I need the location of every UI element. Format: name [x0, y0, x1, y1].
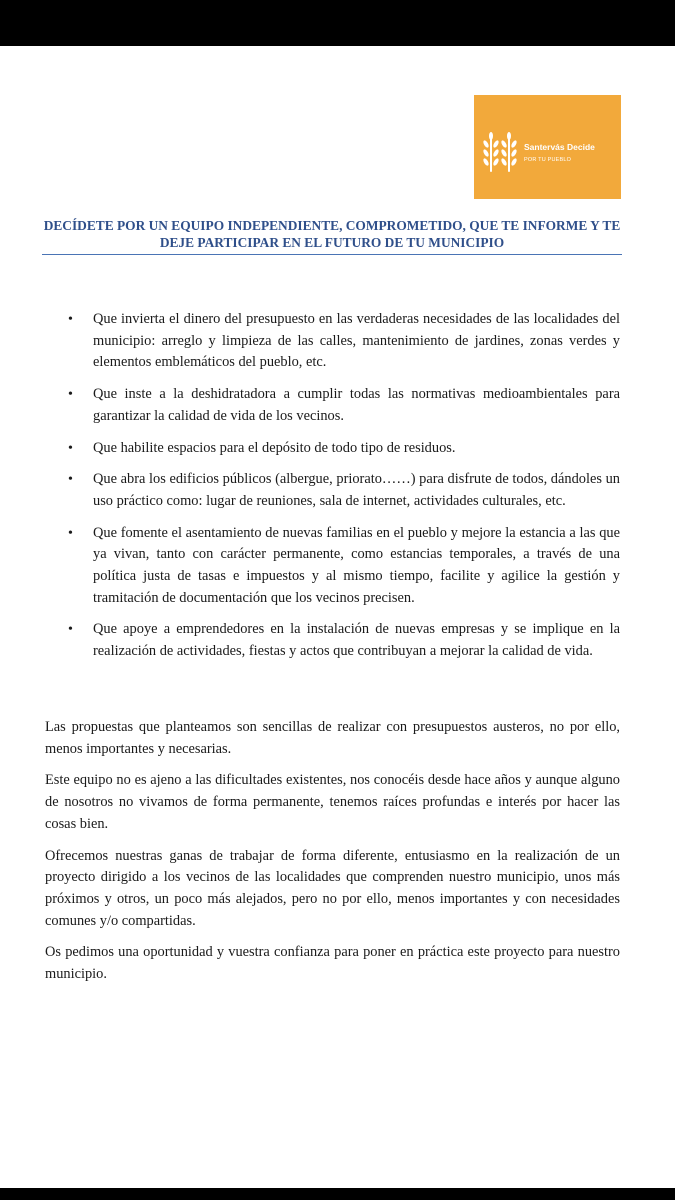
paragraph: Las propuestas que planteamos son sencillas de realizar con presupuestos austeros, no por ello, menos importantes y necesarias. — [45, 719, 620, 757]
proposal-item: • Que apoye a emprendedores en la instalación de nuevas empresas y se implique en la realización de actividades, fiestas y actos que contribuyan a mejorar la calidad de vida. — [93, 619, 620, 662]
santervas-decide-logo — [474, 95, 621, 199]
proposal-item: • Que fomente el asentamiento de nuevas familias en el pueblo y mejore la estancia a las que ya vivan, tanto con carácter permanente, como estancias temporales, a través de una política justa de tasas e impuestos y al mismo tiempo, facilite y agilice la gestión y tramitación de documentación que los vecinos precisen. — [93, 523, 620, 610]
closing-paragraphs — [45, 717, 620, 996]
paragraph: Ofrecemos nuestras ganas de trabajar de forma diferente, entusiasmo en la realización de un proyecto dirigido a los vecinos de las localidades que comprenden nuestro municipio, unos más próximos y otros, un poco más alejados, pero no por ello, menos importantes y con necesidades comunes y/o compartidas. — [45, 847, 620, 929]
paragraph: Este equipo no es ajeno a las dificultades existentes, nos conocéis desde hace años y aunque alguno de nosotros no vivamos de forma permanente, tenemos raíces profundas e interés por hacer las cosas bien. — [45, 772, 620, 832]
proposal-item: • Que inste a la deshidratadora a cumplir todas las normativas medioambientales para garantizar la calidad de vida de los vecinos. — [93, 384, 620, 427]
document-heading — [42, 218, 622, 251]
heading-line-2: DEJE PARTICIPAR EN EL FUTURO DE TU MUNICIPIO — [159, 234, 505, 250]
proposal-item: • Que invierta el dinero del presupuesto en las verdaderas necesidades de las localidades del municipio: arreglo y limpieza de las calles, mantenimiento de jardines, zonas verdes y elementos emblemáticos del pueblo, etc. — [93, 309, 620, 374]
proposal-item: • Que abra los edificios públicos (albergue, priorato……) para disfrute de todos, dándoles un uso práctico como: lugar de reuniones, sala de internet, actividades culturales, etc. — [93, 469, 620, 512]
logo-brand-name: Santervás Decide — [524, 142, 595, 152]
heading-line-1: DECÍDETE POR UN EQUIPO INDEPENDIENTE, COMPROMETIDO, QUE TE INFORME Y TE — [43, 218, 621, 233]
top-black-bar — [0, 0, 675, 46]
proposal-item: • Que habilite espacios para el depósito de todo tipo de residuos. — [93, 438, 620, 460]
proposals-list — [93, 309, 620, 673]
bottom-black-bar — [0, 1188, 675, 1200]
wheat-icon — [482, 131, 520, 173]
heading-divider — [42, 254, 622, 255]
logo-tagline: POR TU PUEBLO — [524, 157, 572, 163]
paragraph: Os pedimos una oportunidad y vuestra confianza para poner en práctica este proyecto para nuestro municipio. — [45, 944, 620, 983]
